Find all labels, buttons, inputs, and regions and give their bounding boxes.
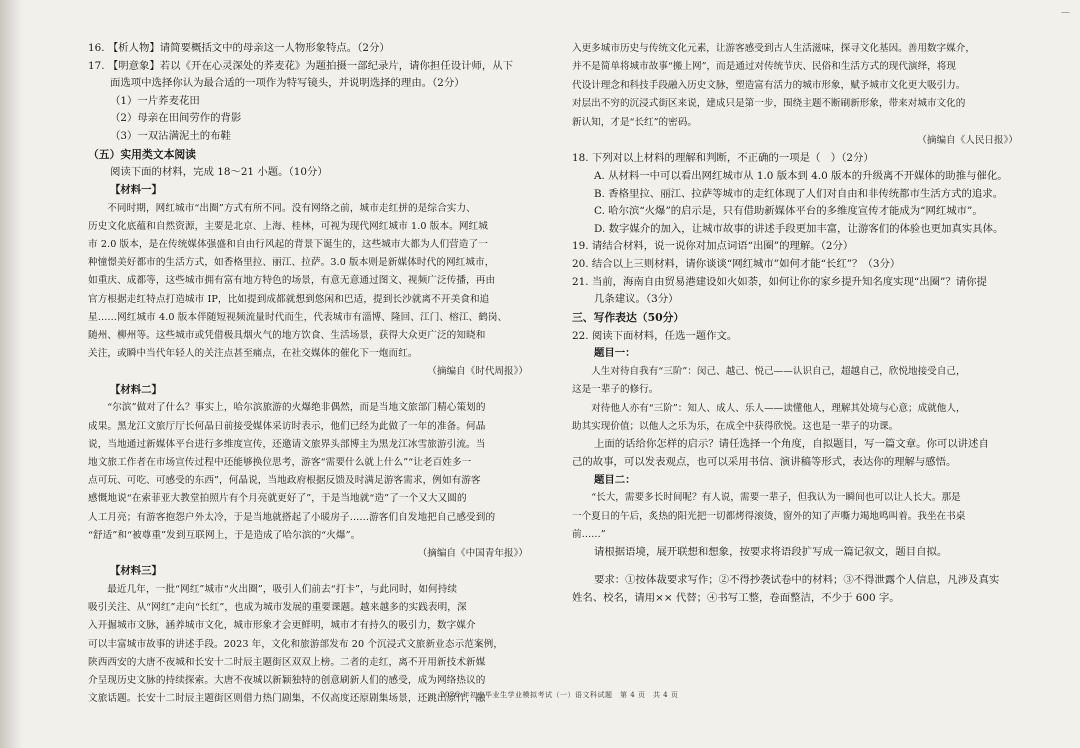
question-17-option1: （1）一片荞麦花田 (110, 94, 200, 107)
topic-2-title: 题目二： (594, 473, 636, 486)
question-16: 16. 【析人物】请简要概括文中的母亲这一人物形象特点。（2分） (88, 42, 390, 54)
question-18-option-d: D. 数字媒介的加入，让城市故事的讲述手段更加丰富，让游客们的体验也更加真实具体。 (594, 222, 1004, 235)
material-1-title: 【材料一】 (110, 183, 162, 196)
question-17-option3: （3）一双沾满泥土的布鞋 (110, 129, 231, 142)
topic-1-title: 题目一： (594, 347, 636, 360)
page-footer: 2026 年初中毕业生学业模拟考试（一）语文科试题 第 4 页 共 4 页 (440, 691, 679, 699)
question-20: 20. 结合以上三则材料，请你谈谈“网红城市”如何才能“长红”？（3分） (572, 258, 901, 270)
material-3-source: （摘编自《人民日报》） (917, 135, 1018, 147)
material-1-body: 不同时期，网红城市“出圈”方式有所不同。没有网络之前，城市走红拼的是综合实力、 历史文化底蕴和自然资源，主要是北京、上海、桂林，可视为现代网红城市 1.0 版本。网红城 市 2.0 版本，是在传统媒体强盛和自由行风起的背景下诞生的，这些城市大都为人们营造了一 种憧憬美好都市的生活方式，如香格里拉、丽江、拉萨。3.0 版本则是新媒体时代的网红城市， 如重庆、成都等，这些城市拥有富有地方特色的场景，有意无意通过图文、视频广泛传播，再由 官方根据走红特点打造城市 IP，比如提到成都就想到悠闲和巴适，提到长沙就离不开美食和追 星……网红城市 4.0 版本伴随短视频流量时代而生，代表城市有淄博、隆回、江门、榕江、鹤岗、 随州、柳州等。这些城市或凭借极具烟火气的地方饮食、生活场景，获得大众更广泛的知晓和 关注，或瞬中当代年轻人的关注点甚至痛点，在社交媒体的催化下一炮而红。 (88, 202, 508, 360)
requirements-line2: 姓名、校名，请用×× 代替；④书写工整，卷面整洁，不少于 600 字。 (572, 591, 900, 604)
material-3-title: 【材料三】 (110, 565, 162, 578)
topic-2-quote: “长大，需要多长时间呢？有人说，需要一辈子，但我认为一瞬间也可以让人长大。那是 一个夏日的午后，炙热的阳光把一切都烤得滚烫，窗外的知了声嘶力竭地鸣叫着。我坐在书桌 前……” (572, 492, 966, 540)
question-18: 18. 下列对以上材料的理解和判断，不正确的一项是（ ）（2分） (572, 152, 874, 165)
left-column (88, 40, 528, 708)
question-18-option-a: A. 从材料一中可以看出网红城市从 1.0 版本到 4.0 版本的升级离不开媒体的助推与催化。 (594, 170, 1008, 183)
requirements-line1: 要求：①按体裁要求写作；②不得抄袭试卷中的材料；③不得泄露个人信息，凡涉及真实 (594, 573, 1000, 586)
topic-1-quote: 人生对待自我有“三阶”：闵己、越己、悦己——认识自己，超越自己，欣悦地接受自己， 这是一辈子的修行。 对待他人亦有“三阶”：知人、成人、乐人——读懂他人，理解其处境与心意；成就他人， 助其实现价值；以他人之乐为乐，在成全中获得欣悦。这也是一辈子的功课。 (572, 365, 966, 432)
question-21-line2: 几条建议。（3分） (594, 293, 679, 306)
question-17-option2: （2）母亲在田间劳作的背影 (110, 112, 242, 125)
spacer (572, 562, 1018, 572)
topic-1-prompt-line1: 上面的话给你怎样的启示？请任选择一个角度，自拟题目，写一篇文章。你可以讲述自 (594, 438, 989, 451)
material-2-source: （摘编自《中国青年报》） (417, 548, 528, 559)
topic-2-prompt: 请根据语境，展开联想和想象，按要求将语段扩写成一篇记叙文，题目自拟。 (594, 546, 948, 559)
material-1-source: （摘编自《时代周报》） (427, 366, 528, 378)
question-22: 22. 阅读下面材料，任选一题作文。 (572, 329, 738, 342)
scan-edge-shadow (0, 0, 22, 748)
section-5-instruction: 阅读下面的材料，完成 18～21 小题。（10分） (110, 166, 328, 179)
section-5-heading: （五）实用类文本阅读 (88, 147, 196, 161)
question-19: 19. 请结合材料，说一说你对加点词语“出圈”的理解。（2分） (572, 240, 854, 253)
section-3-heading: 三、写作表达（50分） (572, 310, 685, 324)
right-column (572, 40, 1018, 607)
question-18-option-c: C. 哈尔滨“火爆”的启示是，只有借助新媒体平台的多维度宣传才能成为“网红城市”。 (594, 205, 983, 218)
material-3-continued: 入更多城市历史与传统文化元素，让游客感受到古人生活滋味，探寻文化基因。善用数字媒介， 并不是简单将城市故事“搬上网”，而是通过对传统节庆、民俗和生活方式的现代演绎，将现 代设计理念和科技手段融入历史文脉，塑造富有活力的城市形象，赋予城市文化更大吸引力。 对层出不穷的沉浸式街区来说，建成只是第一步，围绕主题不断刷新形象，带来对城市文化的 新认知，才是“长红”的密码。 (572, 43, 975, 128)
material-2-title: 【材料二】 (110, 383, 162, 396)
material-3-body: 最近几年，一批“网红”城市“火出圈”，吸引人们前去“打卡”，与此同时，如何持续 吸引关注、从“网红”走向“长红”，也成为城市发展的重要课题。越来越多的实践表明，深 入开掘城市文脉，涵养城市文化，城市形象才会更鲜明，城市才有持久的吸引力，数字媒介 可以丰富城市故事的讲述手段。2023 年，文化和旅游部发布 20 个沉浸式文旅新业态示范案例， 陕西西安的大唐不夜城和长安十二时辰主题街区双双上榜。二者的走红，离不开用新技术新媒 介呈现历史文脉的持续探索。大唐不夜城以新颖独特的创意刷新人们的感受，成为网络热议的 文旅话题。长安十二时辰主题街区则借力热门剧集，不仅高度还原剧集场景，还跳出原作，融 (88, 584, 504, 705)
question-17-line2: 面选项中选择你认为最合适的一项作为特写镜头，并说明选择的理由。（2分） (110, 77, 465, 90)
topic-1-prompt-line2: 己的故事，可以发表观点，也可以采用书信、演讲稿等形式，表达你的理解与感悟。 (572, 455, 957, 468)
question-18-option-b: B. 香格里拉、丽江、拉萨等城市的走红体现了人们对自由和非传统都市生活方式的追求。 (594, 187, 1004, 200)
question-21-line1: 21. 当前，海南自由贸易港建设如火如荼，如何让你的家乡提升知名度实现“出圈”？请你提 (572, 275, 987, 288)
question-17-line1: 17. 【明意象】若以《开在心灵深处的荞麦花》为题拍摄一部纪录片，请你担任设计师，从下 (88, 59, 514, 72)
scan-mark: — (1061, 8, 1070, 18)
material-2-body: “尔滨”做对了什么？事实上，哈尔滨旅游的火爆绝非偶然，而是当地文旅部门精心策划的 成果。黑龙江文旅厅厅长何晶日前接受媒体采访时表示，他们已经为此做了一年的准备。何晶 说，当地通过新媒体平台进行多维度宣传，还邀请文旅界头部博主为黑龙江冰雪旅游引流。当 地文旅工作者在市场宣传过程中还能够换位思考，游客“需要什么就上什么”“让老百姓多一 点可玩、可吃、可感受的东西”，何晶说，当地政府根据反馈及时满足游客需求，例如有游客 感慨地说“在索菲亚大教堂拍照片有个月亮就更好了”，于是当地就“造”了一个又大又圆的 人工月亮；有游客抱怨户外太冷，于是当地就搭起了小暖房子……游客们自发地把自己感受到的 “舒适”和“被尊重”发到互联网上，于是造成了哈尔滨的“火爆”。 (88, 402, 496, 541)
